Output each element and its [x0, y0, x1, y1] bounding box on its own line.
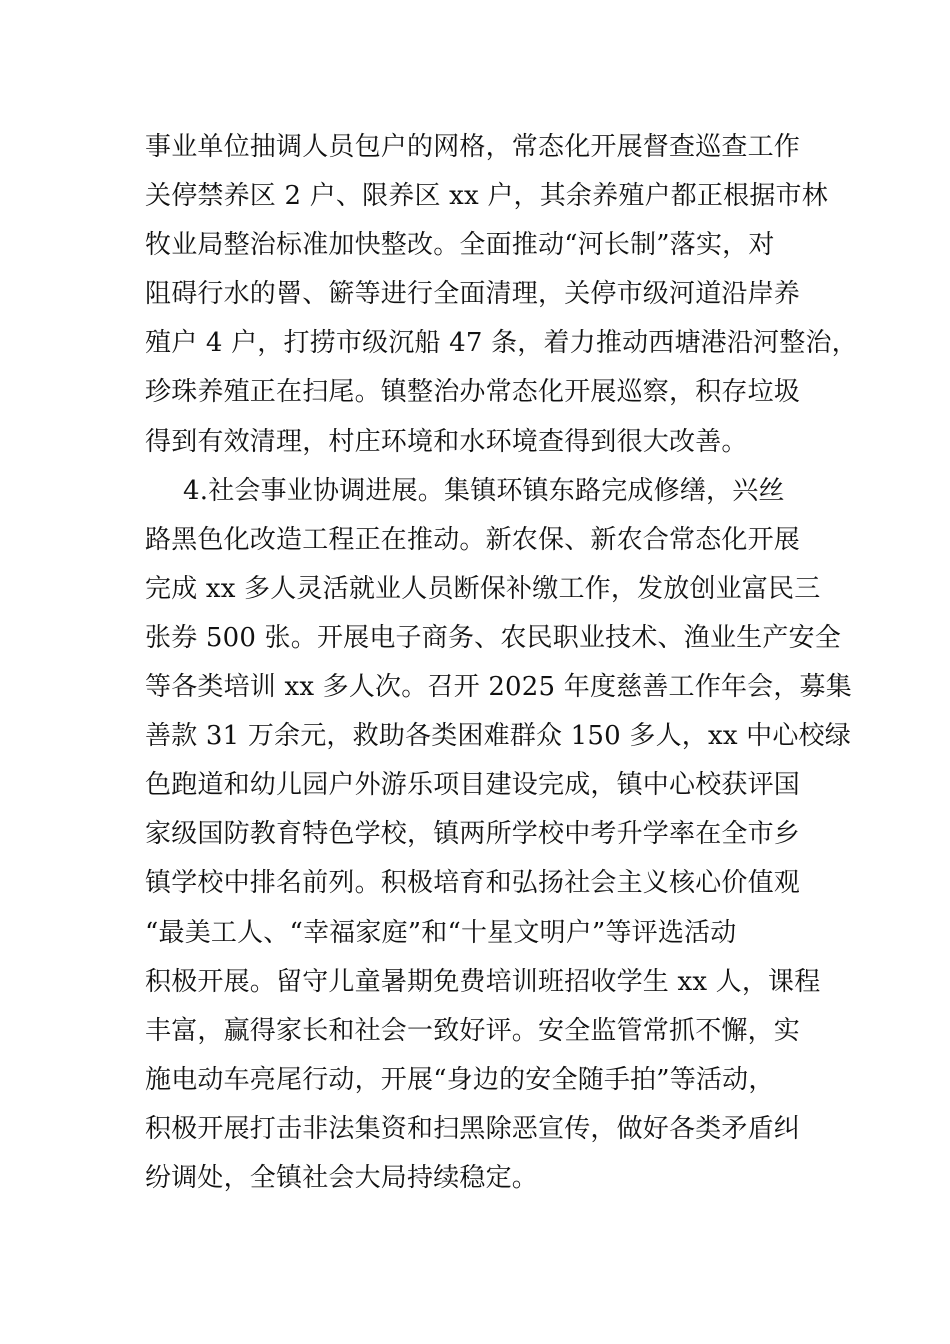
text-line: 关停禁养区 2 户、限养区 xx 户，其余养殖户都正根据市林: [145, 181, 828, 212]
section-heading-line: 4.社会事业协调进展。集镇环镇东路完成修缮，兴丝: [183, 475, 785, 506]
text-line: 路黑色化改造工程正在推动。新农保、新农合常态化开展: [145, 524, 801, 555]
text-line: 色跑道和幼儿园户外游乐项目建设完成，镇中心校获评国: [145, 770, 801, 801]
text-line: “最美工人、“幸福家庭”和“十星文明户”等评选活动: [145, 917, 737, 948]
text-line: 完成 xx 多人灵活就业人员断保补缴工作，发放创业富民三: [145, 573, 821, 604]
text-line: 事业单位抽调人员包户的网格，常态化开展督查巡查工作: [145, 132, 801, 162]
text-line: 丰富，赢得家长和社会一致好评。安全监管常抓不懈，实: [145, 1015, 801, 1046]
text-line: 殖户 4 户，打捞市级沉船 47 条，着力推动西塘港沿河整治，: [145, 328, 858, 359]
text-line: 得到有效清理，村庄环境和水环境查得到很大改善。: [145, 426, 748, 457]
text-line: 等各类培训 xx 多人次。召开 2025 年度慈善工作年会，募集: [145, 672, 852, 703]
text-line: 珍珠养殖正在扫尾。镇整治办常态化开展巡察，积存垃圾: [145, 377, 801, 408]
text-line: 牧业局整治标准加快整改。全面推动“河长制”落实，对: [145, 230, 775, 261]
text-line: 积极开展打击非法集资和扫黑除恶宣传，做好各类矛盾纠: [145, 1113, 801, 1144]
text-line: 积极开展。留守儿童暑期免费培训班招收学生 xx 人，课程: [145, 966, 821, 997]
body-text: [145, 123, 858, 1203]
text-line: 善款 31 万余元，救助各类困难群众 150 多人，xx 中心校绿: [145, 721, 851, 752]
text-line: 家级国防教育特色学校，镇两所学校中考升学率在全市乡: [145, 819, 801, 850]
text-line: 施电动车亮尾行动，开展“身边的安全随手拍”等活动，: [145, 1064, 775, 1095]
text-line: 张券 500 张。开展电子商务、农民职业技术、渔业生产安全: [145, 622, 841, 653]
text-line: 镇学校中排名前列。积极培育和弘扬社会主义核心价值观: [145, 868, 801, 899]
text-line: 纷调处，全镇社会大局持续稳定。: [145, 1162, 539, 1193]
text-line: 阻碍行水的罾、簖等进行全面清理，关停市级河道沿岸养: [145, 279, 801, 310]
